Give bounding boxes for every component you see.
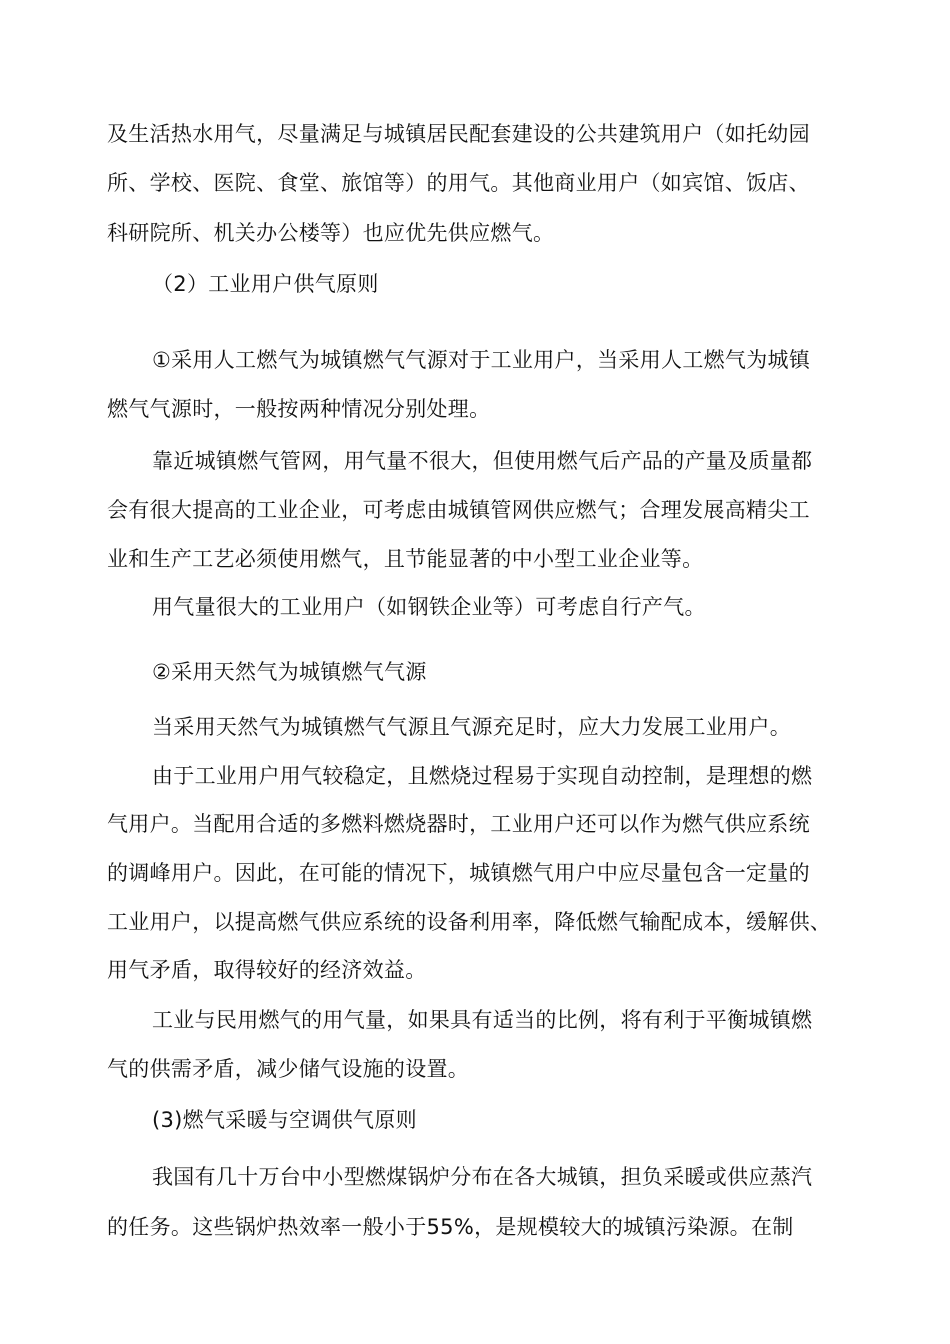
paragraph-line: 的调峰用户。因此，在可能的情况下，城镇燃气用户中应尽量包含一定量的 (107, 861, 810, 885)
paragraph-line: 所、学校、医院、食堂、旅馆等）的用气。其他商业用户（如宾馆、饭店、 (107, 171, 810, 195)
paragraph-line: 用气矛盾，取得较好的经济效益。 (107, 958, 427, 982)
paragraph-line: 气用户。当配用合适的多燃料燃烧器时，工业用户还可以作为燃气供应系统 (107, 812, 810, 836)
section-heading: （2）工业用户供气原则 (152, 272, 379, 296)
paragraph-line: 及生活热水用气，尽量满足与城镇居民配套建设的公共建筑用户（如托幼园 (107, 122, 810, 146)
paragraph-line: 当采用天然气为城镇燃气气源且气源充足时，应大力发展工业用户。 (152, 715, 791, 739)
paragraph-line: 科研院所、机关办公楼等）也应优先供应燃气。 (107, 221, 555, 245)
paragraph-line: 气的供需矛盾，减少储气设施的设置。 (107, 1057, 470, 1081)
paragraph-line: 我国有几十万台中小型燃煤锅炉分布在各大城镇，担负采暖或供应蒸汽 (152, 1165, 813, 1189)
paragraph-line: 会有很大提高的工业企业，可考虑由城镇管网供应燃气；合理发展高精尖工 (107, 498, 810, 522)
paragraph-line: 燃气气源时，一般按两种情况分别处理。 (107, 397, 491, 421)
paragraph-line: 的任务。这些锅炉热效率一般小于55%，是规模较大的城镇污染源。在制 (107, 1215, 794, 1239)
subsection-heading: ②采用天然气为城镇燃气气源 (152, 660, 427, 684)
paragraph-line: 业和生产工艺必须使用燃气，且节能显著的中小型工业企业等。 (107, 547, 704, 571)
paragraph-line: 工业与民用燃气的用气量，如果具有适当的比例，将有利于平衡城镇燃 (152, 1008, 813, 1032)
section-heading: (3)燃气采暖与空调供气原则 (152, 1108, 417, 1132)
paragraph-line: 用气量很大的工业用户（如钢铁企业等）可考虑自行产气。 (152, 595, 706, 619)
paragraph-line: 靠近城镇燃气管网，用气量不很大，但使用燃气后产品的产量及质量都 (152, 449, 813, 473)
subsection-heading: ①采用人工燃气为城镇燃气气源对于工业用户，当采用人工燃气为城镇 (152, 348, 811, 372)
paragraph-line: 由于工业用户用气较稳定，且燃烧过程易于实现自动控制，是理想的燃 (152, 764, 813, 788)
paragraph-line: 工业用户，以提高燃气供应系统的设备利用率，降低燃气输配成本，缓解供、 (107, 910, 832, 934)
